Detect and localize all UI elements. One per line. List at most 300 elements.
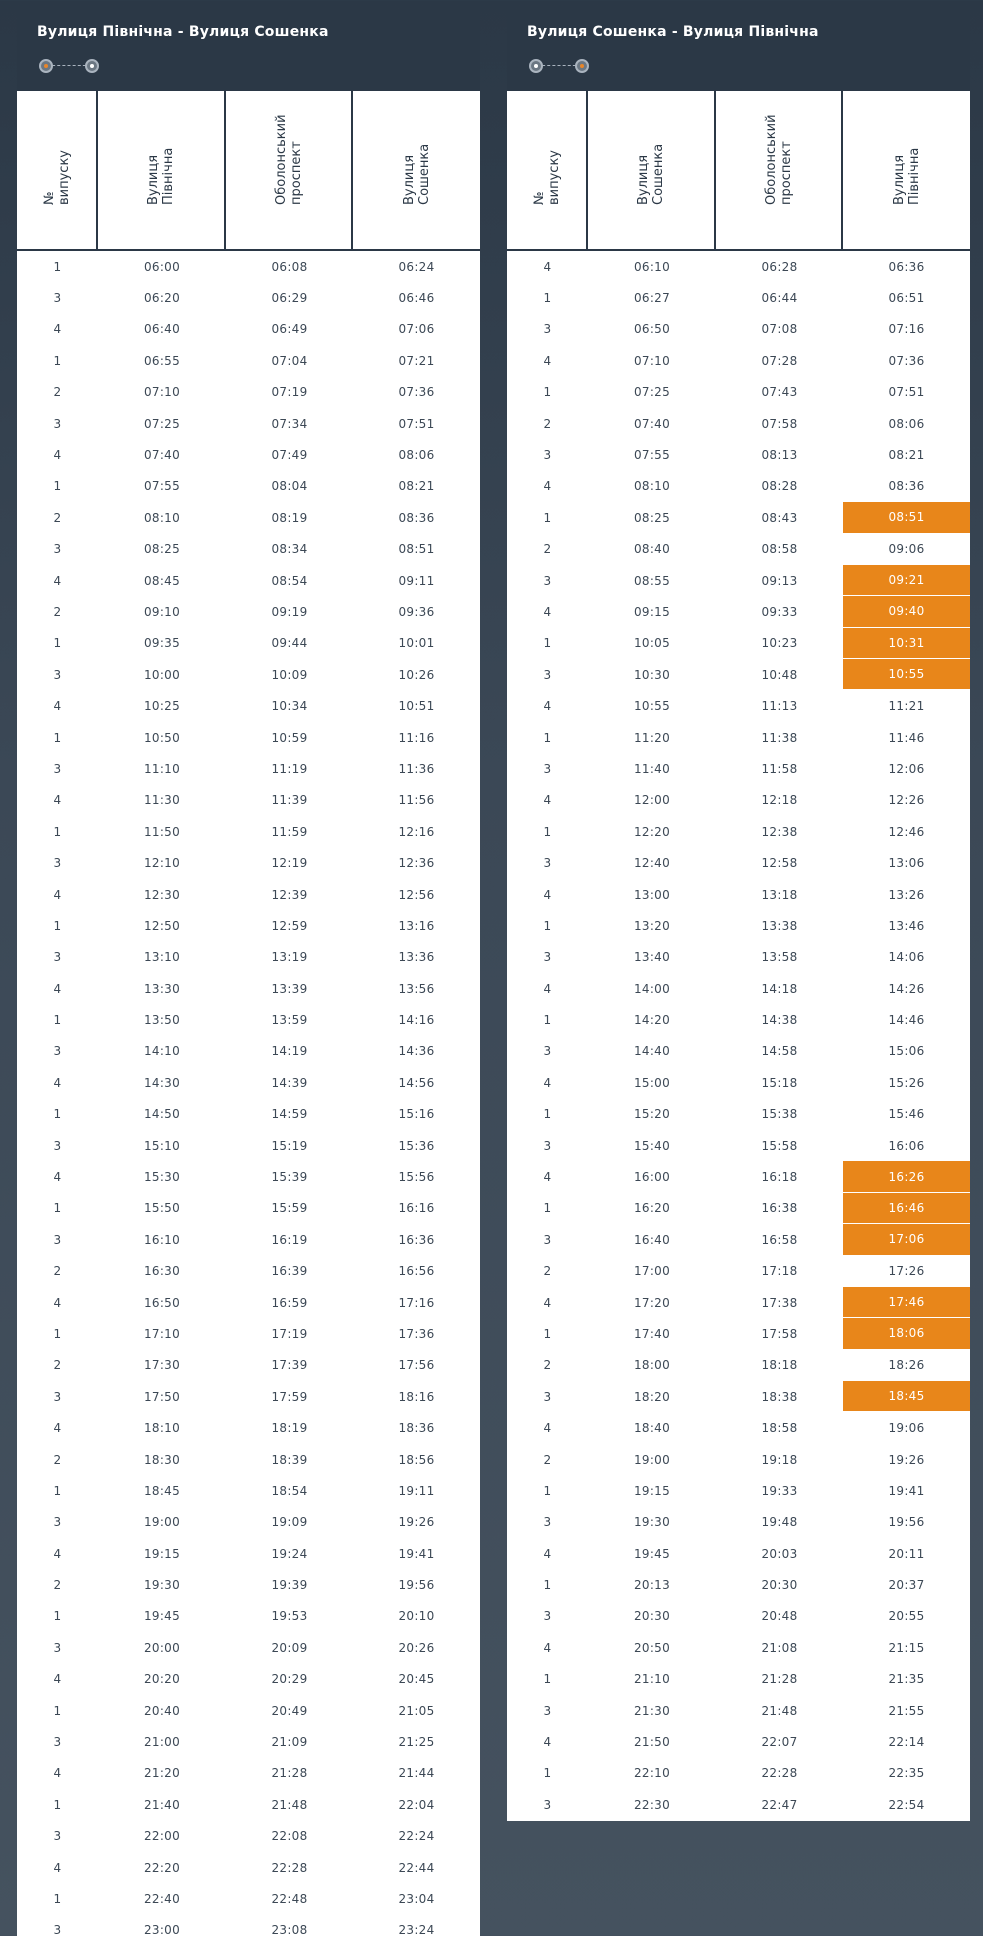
table-row	[507, 1789, 970, 1820]
table-row	[17, 471, 480, 502]
time-cell: 22:47	[761, 1797, 798, 1812]
table-row	[17, 628, 480, 659]
departure-number-cell: 4	[53, 1546, 62, 1561]
table-row	[17, 1287, 480, 1318]
time-cell: 09:10	[143, 604, 181, 619]
time-cell: 17:38	[761, 1295, 798, 1310]
departure-number-cell: 1	[543, 510, 552, 525]
time-cell: 14:19	[271, 1044, 308, 1059]
time-cell: 08:28	[761, 479, 798, 494]
table-row	[507, 785, 970, 816]
schedule-panel-north-to-soshenka	[17, 9, 480, 1936]
departure-number-cell: 4	[53, 1860, 62, 1875]
table-row	[507, 282, 970, 313]
time-cell: 12:30	[143, 887, 181, 902]
time-cell: 17:00	[633, 1264, 671, 1279]
time-cell: 15:06	[888, 1044, 925, 1059]
time-cell: 19:33	[761, 1483, 798, 1498]
departure-number-cell: 1	[543, 1672, 552, 1687]
time-cell: 19:45	[143, 1609, 181, 1624]
departure-number-cell: 3	[543, 1609, 552, 1624]
table-row	[17, 1821, 480, 1852]
departure-number-cell: 4	[53, 1421, 62, 1436]
time-cell: 13:20	[633, 918, 671, 933]
time-cell: 21:05	[398, 1703, 435, 1718]
time-cell: 13:16	[398, 918, 435, 933]
time-cell: 16:26	[843, 1161, 970, 1192]
table-row	[507, 1287, 970, 1318]
time-cell: 12:19	[271, 856, 308, 871]
time-cell: 07:36	[398, 385, 435, 400]
departure-number-cell: 2	[543, 1358, 552, 1373]
time-cell: 06:36	[888, 259, 925, 274]
time-cell: 12:46	[888, 824, 925, 839]
time-cell: 09:36	[398, 604, 435, 619]
time-cell: 14:56	[398, 1075, 435, 1090]
time-cell: 07:40	[633, 416, 671, 431]
time-cell: 22:24	[398, 1829, 435, 1844]
time-cell: 08:10	[143, 510, 181, 525]
time-cell: 10:00	[143, 667, 181, 682]
table-row	[17, 1381, 480, 1412]
table-row	[507, 753, 970, 784]
time-cell: 20:09	[271, 1640, 308, 1655]
time-cell: 07:10	[633, 353, 671, 368]
table-row	[507, 973, 970, 1004]
time-cell: 22:07	[761, 1735, 798, 1750]
table-row	[507, 1569, 970, 1600]
time-cell: 10:50	[143, 730, 181, 745]
table-row	[17, 502, 480, 533]
departure-number-cell: 4	[53, 448, 62, 463]
departure-number-cell: 1	[543, 636, 552, 651]
time-cell: 14:20	[633, 1013, 671, 1028]
time-cell: 07:10	[143, 385, 181, 400]
departure-number-cell: 2	[53, 1264, 62, 1279]
time-cell: 22:08	[271, 1829, 308, 1844]
table-row	[507, 1538, 970, 1569]
table-row	[507, 1601, 970, 1632]
time-cell: 16:36	[398, 1232, 435, 1247]
time-cell: 08:51	[398, 542, 435, 557]
time-cell: 13:26	[888, 887, 925, 902]
time-cell: 20:00	[143, 1640, 181, 1655]
time-cell: 07:04	[271, 353, 308, 368]
departure-number-cell: 1	[543, 1578, 552, 1593]
departure-number-cell: 4	[543, 1295, 552, 1310]
time-cell: 19:41	[398, 1546, 435, 1561]
departure-number-cell: 1	[53, 730, 62, 745]
time-cell: 20:13	[633, 1578, 671, 1593]
departure-number-cell: 3	[53, 950, 62, 965]
departure-number-cell: 2	[543, 542, 552, 557]
table-row	[507, 722, 970, 753]
time-cell: 11:59	[271, 824, 308, 839]
table-row	[507, 377, 970, 408]
time-cell: 15:00	[633, 1075, 671, 1090]
time-cell: 13:56	[398, 981, 435, 996]
schedule-table-body	[17, 251, 480, 1936]
departure-number-cell: 2	[53, 1358, 62, 1373]
table-row	[17, 282, 480, 313]
time-cell: 07:43	[761, 385, 798, 400]
time-cell: 09:40	[843, 596, 970, 627]
departure-number-cell: 3	[53, 1829, 62, 1844]
departure-number-cell: 1	[53, 259, 62, 274]
time-cell: 12:20	[633, 824, 671, 839]
departure-number-cell: 3	[543, 856, 552, 871]
table-row	[17, 1695, 480, 1726]
time-cell: 08:40	[633, 542, 671, 557]
time-cell: 09:33	[761, 604, 798, 619]
time-cell: 16:19	[271, 1232, 308, 1247]
time-cell: 07:08	[761, 322, 798, 337]
departure-number-cell: 3	[53, 761, 62, 776]
column-header-stop-2: Оболонський проспект	[226, 91, 353, 249]
route-direction-icon[interactable]	[39, 58, 99, 74]
time-cell: 11:30	[143, 793, 181, 808]
time-cell: 16:59	[271, 1295, 308, 1310]
departure-number-cell: 3	[543, 1797, 552, 1812]
table-row	[17, 1569, 480, 1600]
panel-header	[17, 9, 480, 91]
departure-number-cell: 2	[53, 604, 62, 619]
table-row	[507, 471, 970, 502]
time-cell: 15:50	[143, 1201, 181, 1216]
time-cell: 08:06	[398, 448, 435, 463]
time-cell: 18:26	[888, 1358, 925, 1373]
time-cell: 19:00	[143, 1515, 181, 1530]
table-row	[17, 596, 480, 627]
route-end-dot-icon	[575, 59, 589, 73]
time-cell: 06:08	[271, 259, 308, 274]
time-cell: 08:58	[761, 542, 798, 557]
time-cell: 16:20	[633, 1201, 671, 1216]
time-cell: 19:24	[271, 1546, 308, 1561]
time-cell: 11:46	[888, 730, 925, 745]
departure-number-cell: 4	[543, 1546, 552, 1561]
table-row	[507, 1224, 970, 1255]
time-cell: 20:48	[761, 1609, 798, 1624]
table-row	[507, 596, 970, 627]
departure-number-cell: 1	[543, 385, 552, 400]
route-direction-icon[interactable]	[529, 58, 589, 74]
table-row	[507, 816, 970, 847]
departure-number-cell: 1	[543, 1483, 552, 1498]
time-cell: 09:13	[761, 573, 798, 588]
departure-number-cell: 3	[543, 1389, 552, 1404]
time-cell: 21:25	[398, 1735, 435, 1750]
time-cell: 18:30	[143, 1452, 181, 1467]
time-cell: 13:40	[633, 950, 671, 965]
time-cell: 21:20	[143, 1766, 181, 1781]
table-row	[17, 1412, 480, 1443]
departure-number-cell: 1	[543, 824, 552, 839]
time-cell: 06:50	[633, 322, 671, 337]
time-cell: 17:26	[888, 1264, 925, 1279]
time-cell: 08:34	[271, 542, 308, 557]
table-row	[507, 1193, 970, 1224]
departure-number-cell: 3	[543, 667, 552, 682]
time-cell: 19:53	[271, 1609, 308, 1624]
time-cell: 12:39	[271, 887, 308, 902]
table-row	[507, 1632, 970, 1663]
time-cell: 09:35	[143, 636, 181, 651]
time-cell: 15:56	[398, 1170, 435, 1185]
time-cell: 11:21	[888, 699, 925, 714]
time-cell: 06:28	[761, 259, 798, 274]
departure-number-cell: 1	[543, 1107, 552, 1122]
time-cell: 18:58	[761, 1421, 798, 1436]
table-row	[17, 1224, 480, 1255]
time-cell: 21:44	[398, 1766, 435, 1781]
time-cell: 07:34	[271, 416, 308, 431]
time-cell: 15:59	[271, 1201, 308, 1216]
time-cell: 19:26	[398, 1515, 435, 1530]
time-cell: 19:48	[761, 1515, 798, 1530]
table-row	[17, 879, 480, 910]
departure-number-cell: 1	[543, 291, 552, 306]
departure-number-cell: 4	[53, 699, 62, 714]
time-cell: 14:36	[398, 1044, 435, 1059]
time-cell: 12:59	[271, 918, 308, 933]
table-row	[17, 1161, 480, 1192]
time-cell: 22:54	[888, 1797, 925, 1812]
time-cell: 21:30	[633, 1703, 671, 1718]
departure-number-cell: 3	[543, 1515, 552, 1530]
time-cell: 22:00	[143, 1829, 181, 1844]
time-cell: 14:26	[888, 981, 925, 996]
time-cell: 22:40	[143, 1892, 181, 1906]
time-cell: 15:10	[143, 1138, 181, 1153]
time-cell: 21:48	[761, 1703, 798, 1718]
time-cell: 10:34	[271, 699, 308, 714]
time-cell: 18:00	[633, 1358, 671, 1373]
departure-number-cell: 4	[53, 322, 62, 337]
time-cell: 06:40	[143, 322, 181, 337]
time-cell: 12:50	[143, 918, 181, 933]
time-cell: 09:06	[888, 542, 925, 557]
time-cell: 13:46	[888, 918, 925, 933]
departure-number-cell: 3	[53, 1923, 62, 1936]
time-cell: 16:56	[398, 1264, 435, 1279]
time-cell: 10:26	[398, 667, 435, 682]
time-cell: 17:06	[843, 1224, 970, 1255]
table-row	[17, 1444, 480, 1475]
time-cell: 19:11	[398, 1483, 435, 1498]
time-cell: 16:18	[761, 1170, 798, 1185]
time-cell: 15:19	[271, 1138, 308, 1153]
time-cell: 11:16	[398, 730, 435, 745]
time-cell: 07:16	[888, 322, 925, 337]
time-cell: 09:15	[633, 604, 671, 619]
departure-number-cell: 3	[53, 1515, 62, 1530]
time-cell: 11:13	[761, 699, 798, 714]
column-header-stop-2: Оболонський проспект	[716, 91, 843, 249]
table-row	[507, 439, 970, 470]
departure-number-cell: 1	[53, 1892, 62, 1906]
departure-number-cell: 4	[543, 1170, 552, 1185]
departure-number-cell: 4	[53, 1170, 62, 1185]
time-cell: 14:46	[888, 1013, 925, 1028]
time-cell: 15:39	[271, 1170, 308, 1185]
time-cell: 06:46	[398, 291, 435, 306]
departure-number-cell: 3	[53, 1044, 62, 1059]
time-cell: 15:30	[143, 1170, 181, 1185]
time-cell: 22:14	[888, 1735, 925, 1750]
departure-number-cell: 1	[53, 824, 62, 839]
time-cell: 06:10	[633, 259, 671, 274]
column-header-stop-1: Вулиця Сошенка	[588, 91, 716, 249]
schedule-table-body	[507, 251, 970, 1821]
table-row	[507, 1004, 970, 1035]
time-cell: 08:36	[398, 510, 435, 525]
time-cell: 09:44	[271, 636, 308, 651]
time-cell: 16:00	[633, 1170, 671, 1185]
table-row	[507, 690, 970, 721]
time-cell: 17:50	[143, 1389, 181, 1404]
departure-number-cell: 1	[53, 1797, 62, 1812]
table-row	[507, 1161, 970, 1192]
table-row	[17, 1036, 480, 1067]
time-cell: 06:27	[633, 291, 671, 306]
time-cell: 06:55	[143, 353, 181, 368]
departure-number-cell: 3	[53, 1389, 62, 1404]
departure-number-cell: 4	[543, 604, 552, 619]
departure-number-cell: 3	[543, 761, 552, 776]
time-cell: 07:21	[398, 353, 435, 368]
time-cell: 14:38	[761, 1013, 798, 1028]
time-cell: 07:25	[143, 416, 181, 431]
departure-number-cell: 4	[543, 1075, 552, 1090]
time-cell: 10:05	[633, 636, 671, 651]
time-cell: 10:01	[398, 636, 435, 651]
table-row	[17, 377, 480, 408]
time-cell: 19:09	[271, 1515, 308, 1530]
time-cell: 21:35	[888, 1672, 925, 1687]
time-cell: 11:10	[143, 761, 181, 776]
table-row	[17, 251, 480, 282]
table-row	[507, 565, 970, 596]
time-cell: 21:48	[271, 1797, 308, 1812]
departure-number-cell: 2	[543, 1264, 552, 1279]
table-row	[507, 1664, 970, 1695]
time-cell: 18:20	[633, 1389, 671, 1404]
time-cell: 19:00	[633, 1452, 671, 1467]
time-cell: 18:45	[843, 1381, 970, 1412]
departure-number-cell: 2	[543, 416, 552, 431]
table-row	[17, 534, 480, 565]
time-cell: 07:55	[143, 479, 181, 494]
time-cell: 12:00	[633, 793, 671, 808]
time-cell: 19:56	[398, 1578, 435, 1593]
departure-number-cell: 3	[53, 1232, 62, 1247]
time-cell: 21:40	[143, 1797, 181, 1812]
time-cell: 06:00	[143, 259, 181, 274]
time-cell: 07:40	[143, 448, 181, 463]
table-row	[17, 1758, 480, 1789]
time-cell: 20:37	[888, 1578, 925, 1593]
departure-number-cell: 1	[53, 636, 62, 651]
column-header-number: № випуску	[507, 91, 588, 249]
time-cell: 22:28	[271, 1860, 308, 1875]
time-cell: 15:38	[761, 1107, 798, 1122]
time-cell: 19:45	[633, 1546, 671, 1561]
time-cell: 18:38	[761, 1389, 798, 1404]
time-cell: 08:54	[271, 573, 308, 588]
time-cell: 06:24	[398, 259, 435, 274]
table-row	[17, 659, 480, 690]
table-row	[507, 1130, 970, 1161]
departure-number-cell: 1	[53, 1483, 62, 1498]
time-cell: 10:51	[398, 699, 435, 714]
time-cell: 23:00	[143, 1923, 181, 1936]
departure-number-cell: 3	[53, 856, 62, 871]
time-cell: 07:51	[398, 416, 435, 431]
time-cell: 20:29	[271, 1672, 308, 1687]
departure-number-cell: 1	[543, 918, 552, 933]
departure-number-cell: 1	[543, 730, 552, 745]
departure-number-cell: 4	[543, 1640, 552, 1655]
time-cell: 07:36	[888, 353, 925, 368]
departure-number-cell: 4	[543, 353, 552, 368]
table-row	[17, 1193, 480, 1224]
time-cell: 09:21	[843, 565, 970, 596]
table-row	[507, 1067, 970, 1098]
time-cell: 14:30	[143, 1075, 181, 1090]
time-cell: 06:44	[761, 291, 798, 306]
time-cell: 18:45	[143, 1483, 181, 1498]
departure-number-cell: 2	[53, 385, 62, 400]
table-row	[507, 1444, 970, 1475]
time-cell: 11:39	[271, 793, 308, 808]
departure-number-cell: 4	[543, 699, 552, 714]
time-cell: 18:16	[398, 1389, 435, 1404]
table-row	[17, 816, 480, 847]
time-cell: 20:20	[143, 1672, 181, 1687]
table-row	[507, 1036, 970, 1067]
time-cell: 17:40	[633, 1326, 671, 1341]
time-cell: 08:43	[761, 510, 798, 525]
table-row	[17, 1318, 480, 1349]
table-row	[17, 1350, 480, 1381]
time-cell: 08:55	[633, 573, 671, 588]
time-cell: 08:13	[761, 448, 798, 463]
time-cell: 16:38	[761, 1201, 798, 1216]
table-row	[17, 1789, 480, 1820]
time-cell: 16:46	[843, 1193, 970, 1224]
time-cell: 12:58	[761, 856, 798, 871]
time-cell: 17:30	[143, 1358, 181, 1373]
time-cell: 10:48	[761, 667, 798, 682]
time-cell: 19:06	[888, 1421, 925, 1436]
table-row	[17, 722, 480, 753]
departure-number-cell: 1	[53, 1107, 62, 1122]
time-cell: 14:50	[143, 1107, 181, 1122]
time-cell: 20:10	[398, 1609, 435, 1624]
time-cell: 12:18	[761, 793, 798, 808]
time-cell: 08:19	[271, 510, 308, 525]
time-cell: 09:11	[398, 573, 435, 588]
departure-number-cell: 3	[53, 1735, 62, 1750]
time-cell: 18:54	[271, 1483, 308, 1498]
time-cell: 14:18	[761, 981, 798, 996]
time-cell: 13:00	[633, 887, 671, 902]
time-cell: 20:30	[761, 1578, 798, 1593]
departure-number-cell: 3	[543, 573, 552, 588]
time-cell: 13:39	[271, 981, 308, 996]
departure-number-cell: 3	[53, 542, 62, 557]
